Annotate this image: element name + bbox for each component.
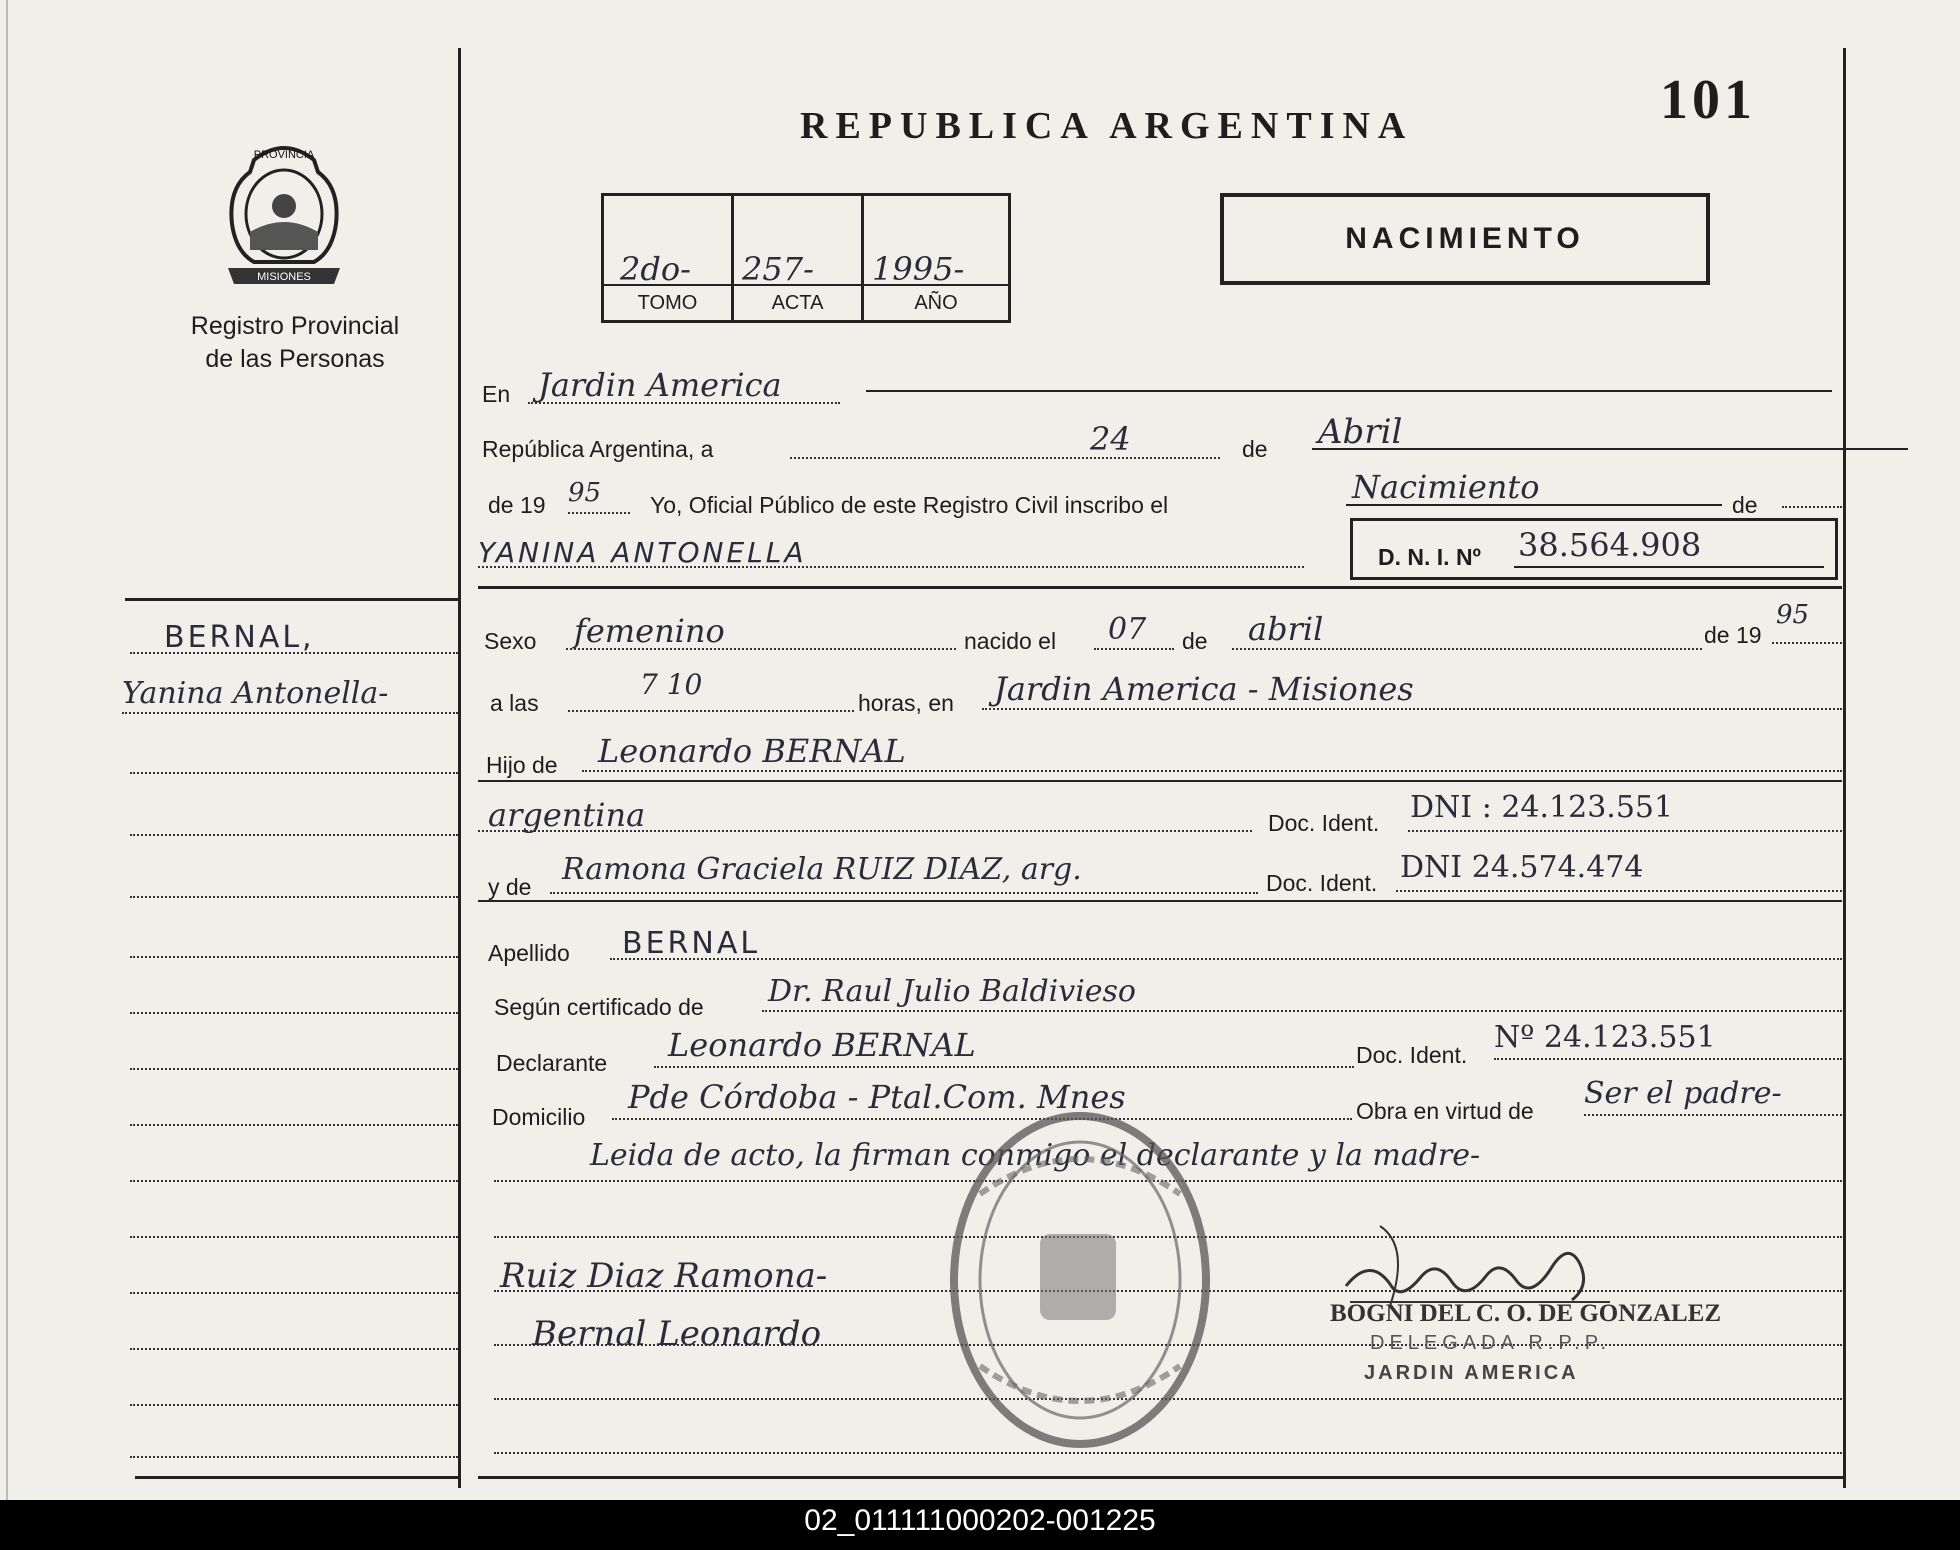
surname-line <box>610 958 1842 960</box>
signature-mother: Ruiz Diaz Ramona- <box>500 1256 828 1296</box>
apellido-label: Apellido <box>488 940 570 966</box>
reading-note-value: Leida de acto, la firman conmigo el declarante y la madre- <box>590 1138 1481 1173</box>
child-name-rule <box>478 586 1842 589</box>
de-label-2: de <box>1732 492 1758 518</box>
margin-line-15 <box>130 1456 458 1458</box>
certificate-line <box>762 1010 1842 1012</box>
main-bottom-rule <box>478 1476 1843 1479</box>
surname-value: BERNAL <box>622 926 761 961</box>
place-value: Jardin America <box>538 366 782 404</box>
margin-given-names: Yanina Antonella- <box>122 676 389 711</box>
margin-line-12 <box>130 1292 458 1294</box>
registry-round-stamp-icon <box>940 1104 1220 1456</box>
hijo-de-label: Hijo de <box>486 752 558 778</box>
obra-en-virtud-label: Obra en virtud de <box>1356 1098 1534 1124</box>
margin-divider <box>458 48 461 1488</box>
father-rule <box>478 780 1842 782</box>
declarante-label: Declarante <box>496 1050 608 1076</box>
page-number: 101 <box>1660 69 1756 131</box>
mother-doc-value: DNI 24.574.474 <box>1400 850 1644 885</box>
father-doc-line <box>1408 830 1842 832</box>
margin-line-3 <box>130 772 458 774</box>
a-las-label: a las <box>490 690 539 716</box>
de-label-1: de <box>1242 436 1268 462</box>
margin-surname: BERNAL, <box>164 620 315 655</box>
birth-month-line <box>1232 648 1702 650</box>
yo-oficial-label: Yo, Oficial Público de este Registro Civil inscribo el <box>650 492 1169 518</box>
father-value: Leonardo BERNAL <box>598 732 906 770</box>
dni-value-rule <box>1514 566 1824 568</box>
acta-label: ACTA <box>771 292 824 314</box>
month-value: Abril <box>1318 412 1403 452</box>
doc-ident-label-2: Doc. Ident. <box>1266 870 1378 896</box>
margin-line-14 <box>130 1404 458 1406</box>
official-title: DELEGADA R.P.P. <box>1370 1332 1612 1354</box>
by-virtue-line <box>1584 1114 1842 1116</box>
left-outer-border <box>6 0 8 1500</box>
act-type-label: NACIMIENTO <box>1345 222 1585 255</box>
margin-line-7 <box>130 1012 458 1014</box>
mother-value: Ramona Graciela RUIZ DIAZ, arg. <box>562 852 1082 887</box>
day-line <box>790 457 1220 459</box>
signature-father: Bernal Leonardo <box>532 1314 822 1354</box>
mother-rule <box>478 900 1842 902</box>
sex-value: femenino <box>574 612 725 650</box>
margin-bottom-rule <box>135 1476 460 1479</box>
acta-value: 257- <box>742 250 814 288</box>
act-kind-value: Nacimiento <box>1352 468 1540 506</box>
year-line <box>568 512 630 514</box>
margin-top-rule <box>125 598 458 601</box>
de-19-label: de 19 <box>488 492 546 518</box>
birth-place-line <box>982 708 1842 710</box>
by-virtue-value: Ser el padre- <box>1584 1076 1782 1111</box>
tomo-value: 2do- <box>620 250 691 288</box>
mother-doc-line <box>1396 890 1842 892</box>
misiones-province-seal-icon <box>214 132 354 288</box>
father-nationality-line <box>478 830 1252 832</box>
birth-year-value: 95 <box>1776 600 1810 630</box>
child-name-line <box>478 566 1304 568</box>
declarant-doc-value: Nº 24.123.551 <box>1494 1020 1716 1055</box>
margin-line-11 <box>130 1236 458 1238</box>
birth-place-value: Jardin America - Misiones <box>994 670 1414 708</box>
father-doc-value: DNI : 24.123.551 <box>1410 790 1674 825</box>
father-line <box>582 770 1842 772</box>
horas-en-label: horas, en <box>858 690 954 716</box>
margin-line-4 <box>130 834 458 836</box>
margin-line-5 <box>130 896 458 898</box>
birth-year-line <box>1772 642 1842 644</box>
republica-label: República Argentina, a <box>482 436 714 462</box>
registry-name-line1: Registro Provincial <box>190 312 400 340</box>
declarant-line <box>654 1066 1354 1068</box>
doc-ident-label-3: Doc. Ident. <box>1356 1042 1468 1068</box>
birth-day-line <box>1094 648 1174 650</box>
y-de-label: y de <box>488 874 532 900</box>
de-label-3: de <box>1182 628 1208 654</box>
anio-value: 1995- <box>872 250 965 288</box>
place-line-rule <box>866 390 1832 392</box>
dni-label: D. N. I. Nº <box>1378 544 1481 570</box>
margin-line-8 <box>130 1068 458 1070</box>
country-title: REPUBLICA ARGENTINA <box>800 105 1414 147</box>
birth-day-value: 07 <box>1108 612 1147 647</box>
margin-line-6 <box>130 956 458 958</box>
day-value: 24 <box>1090 420 1131 458</box>
doc-ident-label-1: Doc. Ident. <box>1268 810 1380 836</box>
declarant-value: Leonardo BERNAL <box>668 1026 976 1064</box>
registry-name-line2: de las Personas <box>205 345 385 373</box>
declarant-doc-line <box>1494 1058 1842 1060</box>
official-office: JARDIN AMERICA <box>1364 1362 1579 1384</box>
hour-line <box>568 710 854 712</box>
father-nationality-value: argentina <box>488 796 646 834</box>
tomo-label: TOMO <box>637 292 698 314</box>
domicilio-label: Domicilio <box>492 1104 586 1130</box>
seal-top-text: PROVINCIA <box>253 149 315 161</box>
official-name: BOGNI DEL C. O. DE GONZALEZ <box>1330 1300 1722 1327</box>
seal-bottom-text: MISIONES <box>257 271 311 283</box>
year-value: 95 <box>568 478 602 508</box>
certificate-value: Dr. Raul Julio Baldivieso <box>768 974 1136 1009</box>
en-label: En <box>482 381 511 407</box>
margin-line-1 <box>130 652 458 654</box>
anio-label: AÑO <box>914 292 958 314</box>
address-value: Pde Córdoba - Ptal.Com. Mnes <box>628 1078 1126 1116</box>
margin-line-10 <box>130 1180 458 1182</box>
mother-line <box>550 892 1258 894</box>
child-name-value: YANINA ANTONELLA <box>478 536 807 569</box>
de-line-2 <box>1782 506 1842 508</box>
sexo-label: Sexo <box>484 628 537 654</box>
segun-certificado-label: Según certificado de <box>494 994 704 1020</box>
margin-line-13 <box>130 1348 458 1350</box>
nacido-el-label: nacido el <box>964 628 1057 654</box>
file-id-caption: 02_011111000202-001225 <box>0 1500 1960 1550</box>
birth-month-value: abril <box>1248 610 1324 648</box>
de-19b-label: de 19 <box>1704 622 1762 648</box>
margin-line-2 <box>122 712 458 714</box>
right-border <box>1843 48 1846 1488</box>
margin-line-9 <box>130 1124 458 1126</box>
hour-value: 7 10 <box>640 668 703 701</box>
dni-value: 38.564.908 <box>1518 526 1702 564</box>
